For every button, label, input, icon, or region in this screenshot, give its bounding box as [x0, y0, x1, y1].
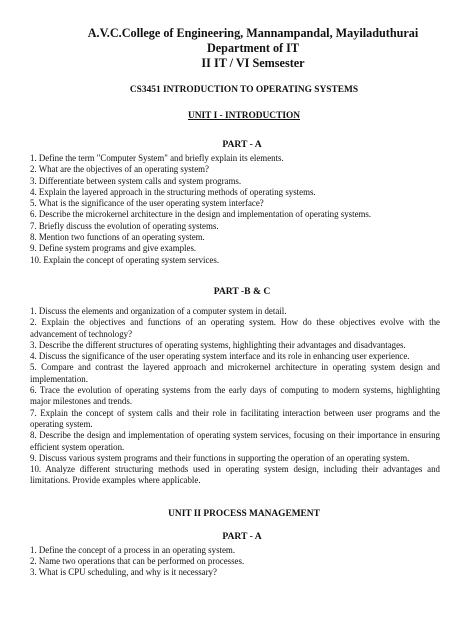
question-item: 3. Differentiate between system calls and system programs.: [30, 175, 242, 186]
question-item: 7. Explain the concept of system calls and their role in facilitating interaction between user programs and the operating system.: [30, 407, 440, 429]
question-item: 2. What are the objectives of an operating system?: [30, 164, 209, 175]
question-item: 2. Name two operations that can be performed on processes.: [30, 556, 245, 567]
unit-1-title: UNIT I - INTRODUCTION: [187, 111, 301, 121]
question-item: 10. Analyze different structuring methods used in operating system design, including their advantages and limitations. Provide examples where applicable.: [30, 464, 440, 486]
question-item: 10. Explain the concept of operating system services.: [30, 254, 220, 265]
unit-2-part-a-title: PART - A: [222, 530, 262, 542]
question-item: 1. Discuss the elements and organization of a computer system in detail.: [30, 305, 287, 316]
question-item: 3. Describe the different structures of operating systems, highlighting their advantages and disadvantages.: [30, 339, 406, 350]
question-item: 1. Define the term "Computer System" and briefly explain its elements.: [30, 153, 284, 163]
question-item: 8. Describe the design and implementation of operating system services, focusing on their importance in ensuring efficient system operation.: [30, 430, 440, 452]
unit-1-part-a-questions: [30, 153, 440, 266]
question-item: 6. Describe the microkernel architecture in the design and implementation of operating systems.: [30, 209, 372, 220]
semester-label: II IT / VI Semsester: [201, 56, 305, 70]
question-item: 3. What is CPU scheduling, and why is it necessary?: [30, 567, 217, 578]
unit-2-title: UNIT II PROCESS MANAGEMENT: [168, 508, 320, 519]
question-item: 6. Trace the evolution of operating systems from the early days of computing to modern systems, highlighting major milestones and trends.: [30, 385, 440, 407]
unit-2-part-a-questions: [30, 545, 440, 579]
question-item: 8. Mention two functions of an operating system.: [30, 232, 205, 243]
question-item: 2. Explain the objectives and functions of an operating system. How do these objectives evolve with the advancement of technology?: [30, 317, 440, 339]
question-item: 4. Discuss the significance of the user operating system interface and its role in enhancing user experience.: [30, 351, 410, 362]
question-item: 7. Briefly discuss the evolution of operating systems.: [30, 220, 219, 231]
question-item: 5. What is the significance of the user operating system interface?: [30, 198, 264, 209]
college-name: A.V.C.College of Engineering, Mannampandal, Mayiladuthurai: [87, 26, 419, 40]
department-name: Department of IT: [206, 41, 300, 55]
unit-1-part-a-title: PART - A: [222, 139, 262, 150]
question-item: 9. Discuss various system programs and their functions in supporting the operation of an operating system.: [30, 452, 410, 463]
course-title: CS3451 INTRODUCTION TO OPERATING SYSTEMS: [129, 85, 359, 95]
unit-1-part-bc-title: PART -B & C: [213, 285, 271, 297]
question-item: 4. Explain the layered approach in the structuring methods of operating systems.: [30, 186, 316, 197]
unit-1-part-bc-questions: [30, 306, 440, 487]
question-item: 1. Define the concept of a process in an operating system.: [30, 544, 236, 555]
question-item: 5. Compare and contrast the layered approach and microkernel architecture in operating system design and implementation.: [30, 362, 440, 384]
question-item: 9. Define system programs and give examples.: [30, 243, 197, 254]
